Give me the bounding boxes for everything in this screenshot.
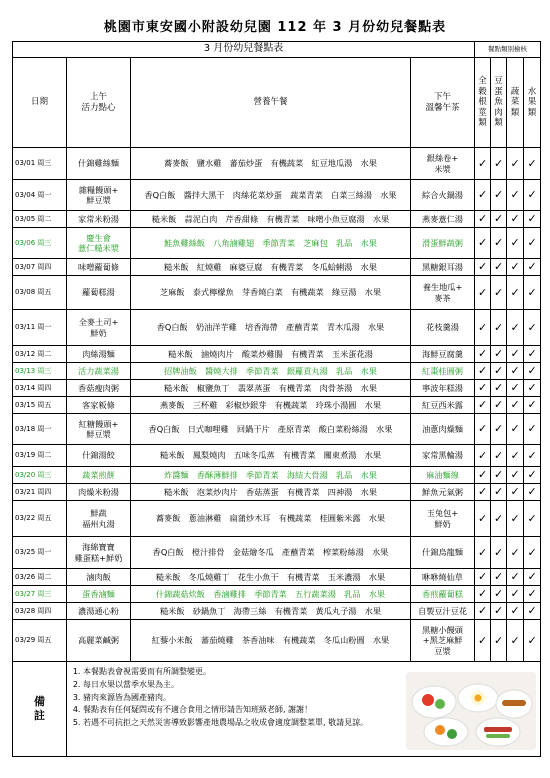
check-mark: ✓ [491, 310, 507, 346]
morning-snack-cell: 雜糧饅頭+ 鮮豆漿 [67, 180, 131, 211]
check-mark: ✓ [507, 569, 524, 586]
check-mark: ✓ [475, 397, 491, 414]
check-mark: ✓ [524, 537, 541, 569]
afternoon-snack-cell: 咻咻燒仙草 [411, 569, 475, 586]
note-item: 2. 每日水果以當季水果為主。 [83, 679, 540, 692]
table-row [13, 537, 541, 569]
morning-snack-cell: 濃湯通心粉 [67, 603, 131, 620]
check-mark: ✓ [491, 363, 507, 380]
check-mark: ✓ [524, 148, 541, 180]
morning-snack-cell: 海綿寶寶 雞蛋糕+鮮奶 [67, 537, 131, 569]
date-cell: 03/21 周四 [13, 484, 67, 501]
check-mark: ✓ [507, 414, 524, 445]
table-row [13, 211, 541, 228]
morning-snack-cell: 味噌蘿蔔條 [67, 259, 131, 276]
table-row [13, 414, 541, 445]
date-cell: 03/04 周一 [13, 180, 67, 211]
check-mark: ✓ [507, 148, 524, 180]
check-mark: ✓ [491, 148, 507, 180]
check-mark: ✓ [507, 180, 524, 211]
check-mark: ✓ [524, 228, 541, 259]
lunch-cell: 糙米飯 泡菜炒肉片 香菇蒸蛋 有機青菜 四神湯 水果 [131, 484, 411, 501]
check-mark: ✓ [491, 501, 507, 537]
table-row [13, 380, 541, 397]
afternoon-snack-cell: 自製豆汁豆花 [411, 603, 475, 620]
lunch-cell: 蕎麥飯 蔥油淋雞 扁蒲炒木耳 有機蔬菜 桂圓紫米露 水果 [131, 501, 411, 537]
check-mark: ✓ [475, 620, 491, 662]
afternoon-snack-cell: 花枝羹湯 [411, 310, 475, 346]
check-mark: ✓ [524, 346, 541, 363]
category-vegetable: 蔬 菜 類 [507, 58, 524, 148]
check-mark: ✓ [475, 346, 491, 363]
check-mark: ✓ [475, 414, 491, 445]
check-mark: ✓ [507, 603, 524, 620]
category-header: 餐點類別檢核 [475, 42, 541, 58]
table-title: 3 月份幼兒餐點表 [13, 42, 475, 58]
table-row [13, 603, 541, 620]
check-mark: ✓ [475, 603, 491, 620]
check-mark: ✓ [491, 380, 507, 397]
afternoon-snack-cell: 海鮮豆腐羹 [411, 346, 475, 363]
table-row [13, 363, 541, 380]
check-mark: ✓ [491, 397, 507, 414]
check-mark: ✓ [491, 445, 507, 467]
date-cell: 03/27 周三 [13, 586, 67, 603]
date-cell: 03/25 周一 [13, 537, 67, 569]
morning-snack-cell: 紅糖饅頭+ 鮮豆漿 [67, 414, 131, 445]
check-mark: ✓ [524, 397, 541, 414]
check-mark: ✓ [507, 397, 524, 414]
lunch-cell: 糙米飯 椒鹽魚丁 翡翠蒸蛋 有機青菜 肉骨茶湯 水果 [131, 380, 411, 397]
check-mark: ✓ [507, 276, 524, 310]
morning-snack-cell: 什錦雞絲麵 [67, 148, 131, 180]
morning-snack-cell: 全麥土司+ 鮮奶 [67, 310, 131, 346]
check-mark: ✓ [491, 537, 507, 569]
lunch-cell: 糙米飯 冬瓜燒雞丁 花生小魚干 有機青菜 玉米濃湯 水果 [131, 569, 411, 586]
check-mark: ✓ [524, 467, 541, 484]
check-mark: ✓ [507, 445, 524, 467]
morning-snack-cell: 肉絲湯麵 [67, 346, 131, 363]
date-cell: 03/22 周五 [13, 501, 67, 537]
check-mark: ✓ [524, 603, 541, 620]
afternoon-snack-cell: 黑糖銀耳湯 [411, 259, 475, 276]
table-row [13, 620, 541, 662]
check-mark: ✓ [491, 180, 507, 211]
lunch-cell: 香Q白飯 醬拌大黑干 肉絲花菜炒蛋 蔬菜青菜 白菜三絲湯 水果 [131, 180, 411, 211]
table-row [13, 569, 541, 586]
morning-snack-cell: 肉燥米粉湯 [67, 484, 131, 501]
check-mark: ✓ [524, 586, 541, 603]
afternoon-snack-cell: 香煎蘿蔔糕 [411, 586, 475, 603]
date-header: 日期 [13, 58, 67, 148]
category-protein: 豆 蛋 魚 肉 類 [491, 58, 507, 148]
check-mark: ✓ [475, 180, 491, 211]
date-cell: 03/26 周二 [13, 569, 67, 586]
check-mark: ✓ [475, 363, 491, 380]
lunch-cell: 什錦蔬菇炊飯 香滷雞排 季節青菜 五行蔬菜湯 乳品 水果 [131, 586, 411, 603]
table-row [13, 586, 541, 603]
table-row [13, 445, 541, 467]
check-mark: ✓ [524, 310, 541, 346]
check-mark: ✓ [524, 363, 541, 380]
check-mark: ✓ [507, 310, 524, 346]
date-cell: 03/19 周二 [13, 445, 67, 467]
morning-snack-cell: 家常米粉湯 [67, 211, 131, 228]
check-mark: ✓ [507, 586, 524, 603]
note-item: 1. 本餐點表會視需要而有所調整變更。 [83, 666, 540, 679]
lunch-cell: 糙米飯 鳳梨燒肉 五味冬瓜蒸 有機青菜 關東煮湯 水果 [131, 445, 411, 467]
note-item: 5. 若遇不可抗拒之天然災害導致影響產地農場品之收成會適度調整菜單, 敬請見諒。 [83, 717, 540, 730]
check-mark: ✓ [524, 211, 541, 228]
check-mark: ✓ [475, 537, 491, 569]
lunch-cell: 炸醬麵 香酥薄鮮排 季節青菜 海結大骨湯 乳品 水果 [131, 467, 411, 484]
morning-snack-cell: 蘿蔔糕湯 [67, 276, 131, 310]
lunch-cell: 蕎麥飯 鹽水雞 蕃茄炒蛋 有機蔬菜 紅豆地瓜湯 水果 [131, 148, 411, 180]
date-cell: 03/08 周五 [13, 276, 67, 310]
check-mark: ✓ [491, 346, 507, 363]
check-mark: ✓ [507, 363, 524, 380]
afternoon-snack-cell: 寧波年糕湯 [411, 380, 475, 397]
afternoon-snack-cell: 紅棗桂圓粥 [411, 363, 475, 380]
check-mark: ✓ [491, 467, 507, 484]
check-mark: ✓ [475, 586, 491, 603]
check-mark: ✓ [524, 620, 541, 662]
morning-snack-cell: 蛋香滷麵 [67, 586, 131, 603]
check-mark: ✓ [507, 501, 524, 537]
lunch-cell: 招牌油飯 醬燒大排 季節青菜 銀蘿貢丸湯 乳品 水果 [131, 363, 411, 380]
check-mark: ✓ [475, 484, 491, 501]
table-row [13, 180, 541, 211]
check-mark: ✓ [491, 586, 507, 603]
check-mark: ✓ [524, 445, 541, 467]
check-mark: ✓ [475, 445, 491, 467]
date-cell: 03/28 周四 [13, 603, 67, 620]
afternoon-snack-cell: 麻油麵線 [411, 467, 475, 484]
table-row [13, 467, 541, 484]
notes-label: 備 註 [13, 662, 67, 757]
check-mark: ✓ [475, 259, 491, 276]
check-mark: ✓ [507, 537, 524, 569]
check-mark: ✓ [491, 211, 507, 228]
check-mark: ✓ [491, 620, 507, 662]
lunch-cell: 燕麥飯 三杯雞 彩椒炒銀芽 有機蔬菜 玲珠小湯圓 水果 [131, 397, 411, 414]
category-grain: 全 穀 根 莖 類 [475, 58, 491, 148]
check-mark: ✓ [491, 414, 507, 445]
check-mark: ✓ [475, 380, 491, 397]
check-mark: ✓ [507, 259, 524, 276]
afternoon-snack-cell: 滑蛋鮮蔬粥 [411, 228, 475, 259]
morning-snack-cell: 香菇瘦肉粥 [67, 380, 131, 397]
note-item: 4. 餐點表有任何疑問或有不適合食用之情形請告知班級老師, 謝謝！ [83, 704, 540, 717]
menu-body [13, 148, 541, 662]
morning-snack-cell: 高麗菜鹹粥 [67, 620, 131, 662]
lunch-cell: 糙米飯 滷燒肉片 酸菜炒雞腸 有機青菜 玉米蛋花湯 [131, 346, 411, 363]
table-row [13, 228, 541, 259]
check-mark: ✓ [524, 484, 541, 501]
table-row [13, 276, 541, 310]
check-mark: ✓ [475, 310, 491, 346]
afternoon-snack-cell: 玉兔包+ 鮮奶 [411, 501, 475, 537]
morning-snack-cell: 活力蔬菜湯 [67, 363, 131, 380]
lunch-cell: 芝麻飯 泰式檸檬魚 芽香燒白菜 有機蔬菜 綠豆湯 水果 [131, 276, 411, 310]
category-fruit: 水 果 類 [524, 58, 541, 148]
table-row [13, 310, 541, 346]
morning-snack-cell: 鮮蔬 福州丸湯 [67, 501, 131, 537]
check-mark: ✓ [524, 380, 541, 397]
date-cell: 03/05 周二 [13, 211, 67, 228]
afternoon-snack-cell: 燕麥薏仁湯 [411, 211, 475, 228]
check-mark: ✓ [491, 484, 507, 501]
lunch-cell: 紅藜小米飯 蕃茄燒雞 茶香油味 有機蔬菜 冬瓜山粉圓 水果 [131, 620, 411, 662]
afternoon-header: 下午 溫馨午茶 [411, 58, 475, 148]
table-row [13, 484, 541, 501]
afternoon-snack-cell: 油蔥肉燥麵 [411, 414, 475, 445]
check-mark: ✓ [507, 380, 524, 397]
check-mark: ✓ [475, 467, 491, 484]
lunch-cell: 香Q白飯 奶油洋芋雞 培香海帶 產蘸青菜 青木瓜湯 水果 [131, 310, 411, 346]
table-row [13, 148, 541, 180]
check-mark: ✓ [491, 603, 507, 620]
afternoon-snack-cell: 黑糖小饅頭 +黑芝麻鮮 豆漿 [411, 620, 475, 662]
date-cell: 03/11 周一 [13, 310, 67, 346]
afternoon-snack-cell: 養生地瓜+ 麥茶 [411, 276, 475, 310]
page-title: 桃園市東安國小附設幼兒園 112 年 3 月份幼兒餐點表 [103, 20, 447, 35]
date-cell: 03/01 周三 [13, 148, 67, 180]
date-cell: 03/14 周四 [13, 380, 67, 397]
check-mark: ✓ [491, 259, 507, 276]
check-mark: ✓ [524, 501, 541, 537]
date-cell: 03/29 周五 [13, 620, 67, 662]
lunch-cell: 香Q白飯 橙汁排骨 金菇燴冬瓜 產蘸青菜 榨菜粉絲湯 水果 [131, 537, 411, 569]
date-cell: 03/06 周三 [13, 228, 67, 259]
afternoon-snack-cell: 鮮魚元氣粥 [411, 484, 475, 501]
check-mark: ✓ [524, 414, 541, 445]
date-cell: 03/15 周五 [13, 397, 67, 414]
check-mark: ✓ [475, 501, 491, 537]
morning-header: 上午 活力點心 [67, 58, 131, 148]
lunch-cell: 糙米飯 紅燒雞 麻婆豆腐 有機青菜 冬瓜蛤蜊湯 水果 [131, 259, 411, 276]
date-cell: 03/20 周三 [13, 467, 67, 484]
check-mark: ✓ [475, 148, 491, 180]
check-mark: ✓ [475, 211, 491, 228]
date-cell: 03/07 周四 [13, 259, 67, 276]
note-item: 3. 豬肉來源皆為國產豬肉。 [83, 692, 540, 705]
check-mark: ✓ [507, 211, 524, 228]
morning-snack-cell: 什錦湯餃 [67, 445, 131, 467]
check-mark: ✓ [507, 467, 524, 484]
lunch-cell: 香Q白飯 日式咖哩雞 回鍋干片 產原青菜 酸白菜粉絲湯 水果 [131, 414, 411, 445]
table-row [13, 259, 541, 276]
morning-snack-cell: 慶生會 薏仁糙米漿 [67, 228, 131, 259]
check-mark: ✓ [507, 484, 524, 501]
check-mark: ✓ [475, 276, 491, 310]
lunch-cell: 鮭魚雞絲飯 八角滷雞翅 季節青菜 芝麻包 乳品 水果 [131, 228, 411, 259]
date-cell: 03/18 周一 [13, 414, 67, 445]
afternoon-snack-cell: 家常黑輪湯 [411, 445, 475, 467]
morning-snack-cell: 滷肉飯 [67, 569, 131, 586]
lunch-header: 營養午餐 [131, 58, 411, 148]
morning-snack-cell: 蔬菜煎餅 [67, 467, 131, 484]
check-mark: ✓ [475, 569, 491, 586]
check-mark: ✓ [524, 180, 541, 211]
lunch-cell: 糙米飯 蒜泥白肉 芹香甜條 有機青菜 味噌小魚豆腐湯 水果 [131, 211, 411, 228]
check-mark: ✓ [475, 228, 491, 259]
table-row [13, 397, 541, 414]
table-row [13, 346, 541, 363]
check-mark: ✓ [524, 276, 541, 310]
afternoon-snack-cell: 銀絲卷+ 米漿 [411, 148, 475, 180]
check-mark: ✓ [491, 228, 507, 259]
morning-snack-cell: 客家粄條 [67, 397, 131, 414]
check-mark: ✓ [491, 276, 507, 310]
check-mark: ✓ [507, 620, 524, 662]
afternoon-snack-cell: 綜合火鍋湯 [411, 180, 475, 211]
date-cell: 03/12 周二 [13, 346, 67, 363]
check-mark: ✓ [524, 569, 541, 586]
afternoon-snack-cell: 紅豆西米露 [411, 397, 475, 414]
menu-table [12, 41, 541, 757]
table-row [13, 501, 541, 537]
check-mark: ✓ [491, 569, 507, 586]
afternoon-snack-cell: 什錦烏龍麵 [411, 537, 475, 569]
check-mark: ✓ [507, 228, 524, 259]
lunch-cell: 糙米飯 砂鍋魚丁 海帶三絲 有機青菜 黃瓜丸子湯 水果 [131, 603, 411, 620]
check-mark: ✓ [524, 259, 541, 276]
food-illustration [406, 672, 536, 750]
check-mark: ✓ [507, 346, 524, 363]
date-cell: 03/13 周三 [13, 363, 67, 380]
